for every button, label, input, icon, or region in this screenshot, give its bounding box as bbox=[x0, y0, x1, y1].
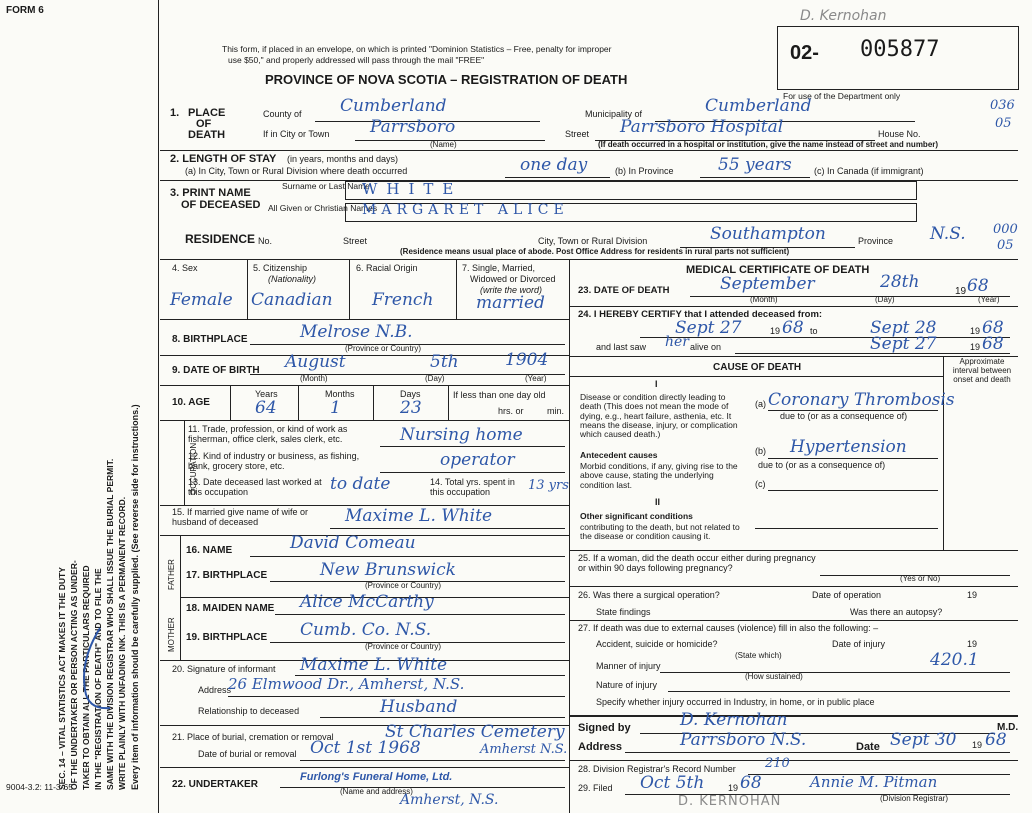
county-value: Cumberland bbox=[340, 96, 447, 116]
department-code-4: 05 bbox=[997, 238, 1014, 253]
age-label: 10. AGE bbox=[172, 397, 210, 408]
age-col-2 bbox=[298, 385, 299, 420]
md-label: M.D. bbox=[997, 722, 1019, 733]
s26-nineteen: 19 bbox=[967, 590, 978, 600]
department-code-2: 05 bbox=[995, 116, 1012, 131]
s2-label-note: (in years, months and days) bbox=[287, 154, 399, 164]
occ-side-divider bbox=[184, 420, 185, 505]
due-to-2: due to (or as a consequence of) bbox=[758, 460, 886, 470]
s21-label-1: 21. Place of burial, cremation or removal bbox=[172, 732, 334, 742]
dob-line bbox=[250, 374, 565, 375]
s16-line bbox=[250, 556, 565, 557]
s29-year: 68 bbox=[740, 773, 762, 793]
citizenship-note: (Nationality) bbox=[268, 274, 317, 284]
s1-label-1: PLACE bbox=[188, 107, 226, 119]
rule-22 bbox=[160, 767, 569, 768]
s29-date: Oct 5th bbox=[640, 773, 705, 793]
o13-label: 13. Date deceased last worked at this occupation bbox=[188, 477, 322, 497]
s16-label: 16. NAME bbox=[186, 545, 233, 556]
manner-line bbox=[660, 672, 1010, 673]
signer-address: Parrsboro N.S. bbox=[680, 730, 807, 750]
manner-label: Manner of injury bbox=[596, 661, 661, 671]
residence-province-value: N.S. bbox=[930, 224, 966, 244]
s1-label-3: DEATH bbox=[188, 129, 226, 141]
nature-label: Nature of injury bbox=[596, 680, 658, 690]
age-years-label: Years bbox=[255, 389, 278, 399]
s17-label: 17. BIRTHPLACE bbox=[186, 570, 268, 581]
s23-day: 28th bbox=[880, 272, 920, 292]
s20-label: 20. Signature of informant bbox=[172, 664, 276, 674]
side-notice-2: OF THE UNDERTAKER OR PERSON ACTING AS UNDER- bbox=[69, 560, 79, 790]
municipality-value: Cumberland bbox=[705, 96, 812, 116]
hospital-note: (If death occurred in a hospital or institution, give the name instead of street and number) bbox=[598, 140, 939, 149]
mother-side-label: MOTHER bbox=[167, 617, 176, 652]
s29-year-prefix: 19 bbox=[728, 783, 739, 793]
other-line bbox=[755, 528, 938, 529]
cause-a-value: Coronary Thrombosis bbox=[768, 390, 955, 410]
s3-label-2: OF DECEASED bbox=[181, 199, 261, 211]
s18-label: 18. MAIDEN NAME bbox=[186, 603, 275, 614]
sign-date-year-prefix: 19 bbox=[972, 740, 983, 750]
signer-address-label: Address bbox=[578, 741, 623, 753]
department-note: For use of the Department only bbox=[783, 91, 901, 101]
s15-value: Maxime L. White bbox=[345, 506, 492, 526]
city-name-note: (Name) bbox=[430, 140, 457, 149]
s24-alive-year: 68 bbox=[982, 334, 1004, 354]
age-col-1 bbox=[230, 385, 231, 420]
surname-value: WHITE bbox=[362, 180, 463, 198]
side-notice-5: SAME WITH THE DIVISION REGISTRAR WHO SHALL ISSUE THE BURIAL PERMIT. bbox=[105, 458, 115, 790]
s24-last-saw-pronoun: her bbox=[665, 334, 689, 350]
rule-11 bbox=[160, 420, 569, 421]
disease-label: Disease or condition directly leading to death (This does not mean the mode of dying, e.g., heart failure, asthenia, etc. It means the disease, injury, or complication which caused death.) bbox=[580, 392, 738, 440]
rule-signature bbox=[569, 715, 1018, 717]
s25-note: (Yes or No) bbox=[900, 574, 941, 583]
form-code: 9004-3.2: 11-3-65 bbox=[6, 782, 73, 792]
due-to-1: due to (or as a consequence of) bbox=[780, 411, 908, 421]
s22-value: Furlong's Funeral Home, Ltd. bbox=[300, 771, 453, 783]
side-notice-7: Every item of information should be carefully supplied. (See reverse side for instructions.) bbox=[130, 404, 140, 790]
s24-from-year: 68 bbox=[782, 318, 804, 338]
s23-year-prefix: 19 bbox=[955, 286, 967, 297]
ink-mark-l bbox=[60, 620, 120, 720]
s23-year: 68 bbox=[967, 276, 989, 296]
pencil-note-bottom: D. KERNOHAN bbox=[678, 794, 782, 809]
o11-value: Nursing home bbox=[400, 425, 523, 445]
s24-alive-year-prefix: 19 bbox=[970, 342, 981, 352]
s2-b-label: (b) In Province bbox=[615, 166, 674, 176]
side-notice-4: IN THE "REGISTRATION OF DEATH" AND TO FILE THE bbox=[93, 568, 103, 790]
o11-label: 11. Trade, profession, or kind of work as fisherman, office clerk, sales clerk, etc. bbox=[188, 424, 348, 444]
residence-label: RESIDENCE bbox=[185, 232, 256, 246]
residence-province-label: Province bbox=[858, 236, 894, 246]
part-2: II bbox=[655, 497, 661, 507]
nature-line bbox=[668, 691, 1010, 692]
s15-line bbox=[330, 528, 565, 529]
o14-label: 14. Total yrs. spent in this occupation bbox=[430, 477, 515, 497]
s23-month: September bbox=[720, 274, 815, 294]
age-months: 1 bbox=[330, 398, 341, 418]
city-label: If in City or Town bbox=[263, 129, 330, 139]
s19-label: 19. BIRTHPLACE bbox=[186, 632, 268, 643]
pencil-note-top: D. Kernohan bbox=[800, 8, 887, 24]
dob-day: 5th bbox=[430, 352, 459, 372]
s28-label: 28. Division Registrar's Record Number bbox=[578, 764, 736, 774]
s29-registrar: Annie M. Pitman bbox=[810, 773, 938, 791]
dob-label: 9. DATE OF BIRTH bbox=[172, 365, 260, 376]
s27-label: 27. If death was due to external causes (violence) fill in also the following: – bbox=[578, 623, 879, 633]
mailing-notice-1: This form, if placed in an envelope, on which is printed "Dominion Statistics – Free, penalty for improper bbox=[222, 44, 612, 54]
margin-rule bbox=[158, 0, 159, 813]
street-value: Parrsboro Hospital bbox=[620, 117, 784, 137]
registrar-note: (Division Registrar) bbox=[880, 794, 949, 803]
rule-cod bbox=[569, 356, 1018, 357]
age-hrs: hrs. or bbox=[498, 406, 524, 416]
rule-s2 bbox=[160, 150, 1018, 151]
sign-date-year: 68 bbox=[985, 730, 1007, 750]
accident-label: Accident, suicide or homicide? bbox=[596, 639, 718, 649]
s2-a-value: one day bbox=[520, 155, 588, 175]
s24-to-year: 68 bbox=[982, 318, 1004, 338]
injury-date-label: Date of injury bbox=[832, 639, 886, 649]
birthplace-value: Melrose N.B. bbox=[300, 322, 413, 342]
rule-cod-2 bbox=[569, 376, 943, 377]
s21-place-2: Amherst N.S. bbox=[480, 742, 568, 757]
how-sustained-note: (How sustained) bbox=[745, 672, 803, 681]
o14-value: 13 yrs bbox=[528, 478, 569, 493]
residence-note: (Residence means usual place of abode. Post Office Address for residents in rural parts not sufficient) bbox=[400, 247, 790, 256]
s24-alive-label: alive on bbox=[690, 342, 722, 352]
s26-label: 26. Was there a surgical operation? bbox=[578, 590, 720, 600]
department-code-3: 000 bbox=[993, 222, 1018, 237]
s18-value: Alice McCarthy bbox=[300, 592, 434, 612]
father-side-label: FATHER bbox=[167, 559, 176, 590]
s20-address: 26 Elmwood Dr., Amherst, N.S. bbox=[228, 675, 465, 693]
registration-number: 005877 bbox=[860, 37, 940, 62]
s3-label-1: 3. PRINT NAME bbox=[170, 187, 251, 199]
other-label: Other significant conditions bbox=[580, 511, 693, 521]
s23-year-note: (Year) bbox=[978, 295, 1000, 304]
s16-value: David Comeau bbox=[290, 533, 416, 553]
s24-to: Sept 28 bbox=[870, 318, 937, 338]
cause-b-label: (b) bbox=[755, 446, 766, 456]
s24-from: Sept 27 bbox=[675, 318, 742, 338]
s19-value: Cumb. Co. N.S. bbox=[300, 620, 432, 640]
s21-date: Oct 1st 1968 bbox=[310, 738, 421, 758]
age-days-label: Days bbox=[400, 389, 421, 399]
col-4-5 bbox=[247, 259, 248, 319]
center-divider bbox=[569, 259, 570, 813]
marital-value: married bbox=[476, 293, 545, 313]
s19-note: (Province or Country) bbox=[365, 642, 442, 651]
cause-b-line bbox=[768, 458, 938, 459]
rule-24 bbox=[569, 306, 1018, 307]
s18-line bbox=[275, 614, 565, 615]
mailing-notice-2: use $50," and properly addressed will pass through the mail "FREE" bbox=[228, 55, 485, 65]
cause-c-label: (c) bbox=[755, 479, 766, 489]
surname-label: Surname or Last Name bbox=[282, 181, 370, 191]
s1-num: 1. bbox=[170, 107, 180, 119]
age-days: 23 bbox=[400, 398, 422, 418]
antecedent-note: Morbid conditions, if any, giving rise to the above cause, stating the underlying condition last. bbox=[580, 461, 738, 490]
s23-line bbox=[690, 296, 1010, 297]
s24-from-line bbox=[640, 337, 1010, 338]
s22-line bbox=[280, 787, 565, 788]
age-min: min. bbox=[547, 406, 565, 416]
s1-label-2: OF bbox=[196, 118, 212, 130]
o13-value: to date bbox=[330, 474, 391, 494]
house-label: House No. bbox=[878, 129, 921, 139]
residence-city-label: City, Town or Rural Division bbox=[538, 236, 648, 246]
registration-prefix: 02- bbox=[790, 42, 819, 64]
form-title: PROVINCE OF NOVA SCOTIA – REGISTRATION OF DEATH bbox=[265, 72, 628, 87]
s20-relationship: Husband bbox=[380, 697, 458, 717]
s24-to-year-prefix: 19 bbox=[970, 326, 981, 336]
age-months-label: Months bbox=[325, 389, 355, 399]
signer-address-line bbox=[625, 752, 1010, 753]
municipality-label: Municipality of bbox=[585, 109, 643, 119]
citizenship-label: 5. Citizenship bbox=[253, 263, 308, 273]
side-notice-3: TAKER TO OBTAIN ALL THE PARTICULARS REQUIRED bbox=[81, 565, 91, 790]
dob-month: August bbox=[285, 352, 346, 372]
occupation-side-label: OCCUPATION bbox=[189, 442, 198, 495]
age-less-day: If less than one day old bbox=[453, 390, 546, 400]
s20-relationship-label: Relationship to deceased bbox=[198, 706, 300, 716]
cause-c-line bbox=[768, 490, 938, 491]
age-col-4 bbox=[448, 385, 449, 420]
s2-a-line bbox=[505, 177, 610, 178]
s2-b-value: 55 years bbox=[718, 155, 792, 175]
dob-year-note: (Year) bbox=[525, 374, 547, 383]
citizenship-value: Canadian bbox=[251, 290, 333, 310]
s2-b-line bbox=[700, 177, 810, 178]
racial-value: French bbox=[372, 290, 434, 310]
s24-alive-line bbox=[735, 353, 1010, 354]
s24-from-year-prefix: 19 bbox=[770, 326, 781, 336]
s25-label: 25. If a woman, did the death occur either during pregnancy or within 90 days following pregnancy? bbox=[578, 553, 816, 573]
marital-label-2: Widowed or Divorced bbox=[470, 274, 556, 284]
county-label: County of bbox=[263, 109, 302, 119]
s29-label: 29. Filed bbox=[578, 783, 613, 793]
side-notice-6: WRITE PLAINLY WITH UNFADING INK. THIS IS A PERMANENT RECORD. bbox=[117, 496, 127, 790]
col-5-6 bbox=[349, 259, 350, 319]
birthplace-label: 8. BIRTHPLACE bbox=[172, 334, 248, 345]
o12-line bbox=[380, 472, 565, 473]
interval-divider bbox=[943, 356, 944, 550]
cause-b-value: Hypertension bbox=[790, 437, 907, 457]
o11-line bbox=[380, 446, 565, 447]
s20-value: Maxime L. White bbox=[300, 655, 447, 675]
part-1: I bbox=[655, 379, 658, 389]
rule-8 bbox=[160, 319, 569, 320]
specify-label: Specify whether injury occurred in Industry, in home, or in public place bbox=[596, 697, 875, 707]
manner-code: 420.1 bbox=[930, 650, 979, 670]
sex-value: Female bbox=[170, 290, 233, 310]
sex-label: 4. Sex bbox=[172, 263, 198, 273]
s21-line bbox=[300, 760, 565, 761]
marital-label-1: 7. Single, Married, bbox=[462, 263, 536, 273]
s17-note: (Province or Country) bbox=[365, 581, 442, 590]
s22-label: 22. UNDERTAKER bbox=[172, 779, 258, 790]
s2-label: 2. LENGTH OF STAY bbox=[170, 153, 277, 165]
s24-last-saw-label: and last saw bbox=[596, 342, 647, 352]
side-notice-1: SEC. 14 – VITAL STATISTICS ACT MAKES IT THE DUTY bbox=[57, 567, 67, 790]
col-6-7 bbox=[456, 259, 457, 319]
s26-op-date-label: Date of operation bbox=[812, 590, 882, 600]
rule-27 bbox=[569, 620, 1018, 621]
s22-note: (Name and address) bbox=[340, 787, 413, 796]
s26-autopsy-label: Was there an autopsy? bbox=[850, 607, 943, 617]
s23-day-note: (Day) bbox=[875, 295, 895, 304]
age-col-3 bbox=[373, 385, 374, 420]
injury-date-nineteen: 19 bbox=[967, 639, 978, 649]
o12-label: 12. Kind of industry or business, as fishing, bank, grocery store, etc. bbox=[188, 451, 360, 471]
s2-a-label: (a) In City, Town or Rural Division where death occurred bbox=[185, 166, 408, 176]
s26-findings-label: State findings bbox=[596, 607, 651, 617]
state-which-note: (State which) bbox=[735, 651, 782, 660]
o12-value: operator bbox=[440, 450, 515, 470]
age-years: 64 bbox=[255, 398, 277, 418]
marital-label-3: (write the word) bbox=[480, 285, 543, 295]
given-label: All Given or Christian Names bbox=[268, 203, 378, 213]
cod-title: CAUSE OF DEATH bbox=[713, 362, 802, 373]
birthplace-note: (Province or Country) bbox=[345, 344, 422, 353]
s2-c-label: (c) In Canada (if immigrant) bbox=[814, 166, 924, 176]
rule-25 bbox=[569, 550, 1018, 551]
s22-city: Amherst, N.S. bbox=[400, 792, 499, 808]
s21-label-2: Date of burial or removal bbox=[198, 749, 297, 759]
antecedent-label: Antecedent causes bbox=[580, 450, 658, 460]
s24-to-label: to bbox=[810, 326, 818, 336]
rule-left-top bbox=[160, 259, 1018, 260]
s28-value: 210 bbox=[765, 756, 790, 771]
sign-date-label: Date bbox=[856, 741, 880, 753]
residence-no-label: No. bbox=[258, 236, 273, 246]
s20-relationship-line bbox=[320, 717, 565, 718]
dob-year: 1904 bbox=[505, 350, 549, 370]
sign-date: Sept 30 bbox=[890, 730, 957, 750]
s17-value: New Brunswick bbox=[320, 560, 456, 580]
other-note: contributing to the death, but not related to the disease or condition causing it. bbox=[580, 522, 740, 542]
s24-alive-on: Sept 27 bbox=[870, 334, 937, 354]
interval-label: Approximate interval between onset and death bbox=[952, 357, 1012, 384]
racial-label: 6. Racial Origin bbox=[356, 263, 418, 273]
dob-day-note: (Day) bbox=[425, 374, 445, 383]
city-value: Parrsboro bbox=[370, 117, 456, 137]
signed-value: D. Kernohan bbox=[680, 710, 788, 730]
residence-city-value: Southampton bbox=[710, 224, 826, 244]
s24-label: 24. I HEREBY CERTIFY that I attended deceased from: bbox=[578, 309, 823, 320]
rule-10 bbox=[160, 385, 569, 386]
signed-label: Signed by bbox=[578, 722, 631, 734]
rule-28 bbox=[569, 760, 1018, 761]
given-value: MARGARET ALICE bbox=[362, 202, 569, 218]
residence-street-label: Street bbox=[343, 236, 368, 246]
rule-26 bbox=[569, 586, 1018, 587]
street-label: Street bbox=[565, 129, 590, 139]
cause-a-label: (a) bbox=[755, 399, 766, 409]
s21-place: St Charles Cemetery bbox=[385, 722, 565, 742]
department-code-1: 036 bbox=[990, 98, 1015, 113]
s23-month-note: (Month) bbox=[750, 295, 778, 304]
form-number: FORM 6 bbox=[6, 5, 44, 16]
s15-label: 15. If married give name of wife or husband of deceased bbox=[172, 507, 309, 527]
s20-address-label: Address bbox=[198, 685, 232, 695]
s23-label: 23. DATE OF DEATH bbox=[578, 285, 670, 296]
med-title: MEDICAL CERTIFICATE OF DEATH bbox=[686, 264, 870, 276]
dob-month-note: (Month) bbox=[300, 374, 328, 383]
